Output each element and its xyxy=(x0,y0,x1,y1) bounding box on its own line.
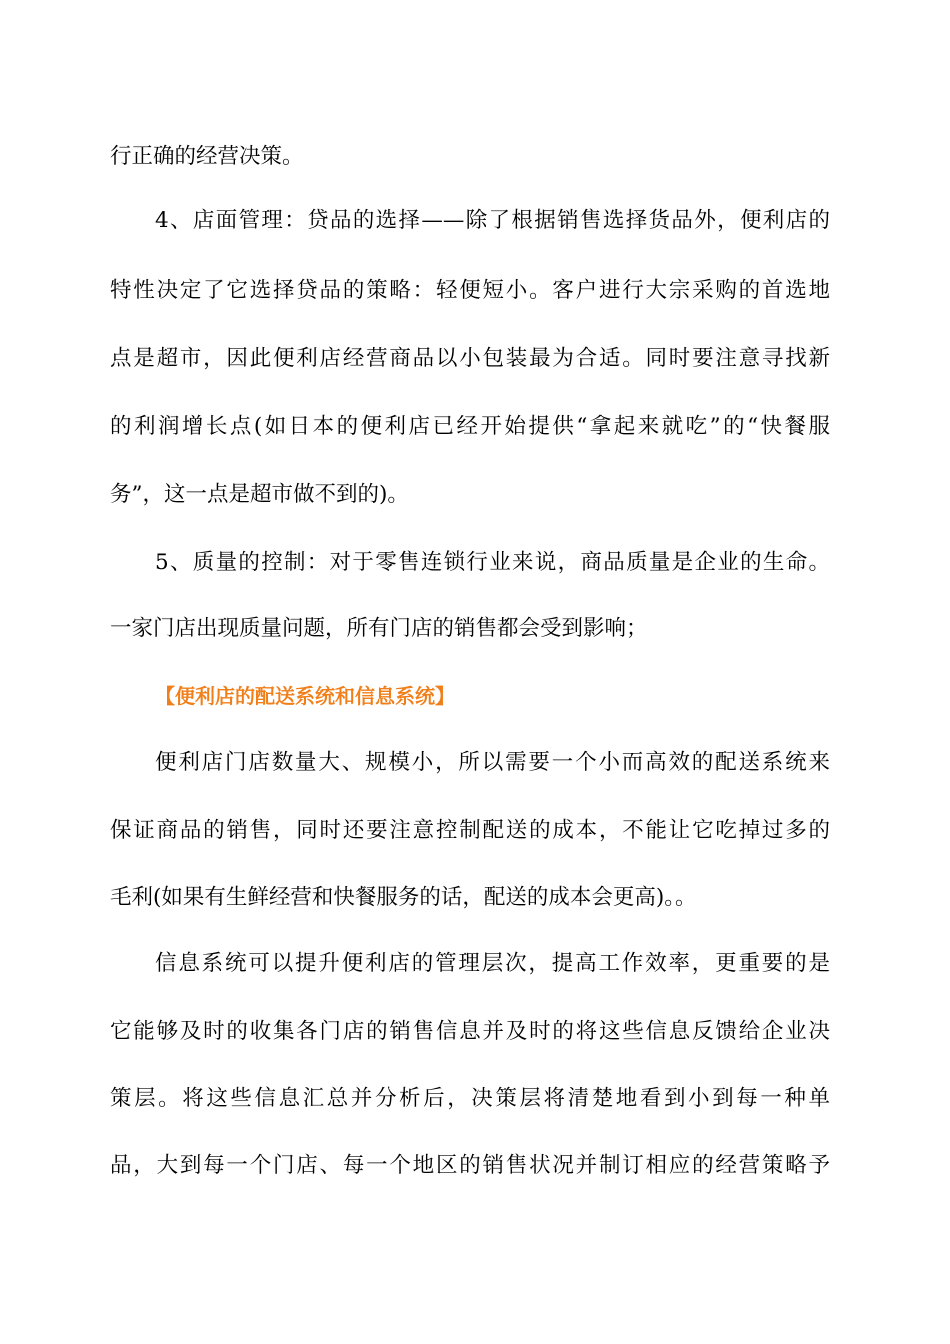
paragraph-line: 的利润增长点(如日本的便利店已经开始提供“拿起来就吃”的“快餐服 xyxy=(110,414,830,439)
paragraph-line: 务”，这一点是超市做不到的)。 xyxy=(110,482,409,507)
paragraph-line: 4、店面管理：贷品的选择——除了根据销售选择货品外，便利店的 xyxy=(155,208,830,233)
paragraph-line: 品，大到每一个门店、每一个地区的销售状况并制订相应的经营策略予 xyxy=(110,1153,830,1178)
paragraph-line: 一家门店出现质量问题，所有门店的销售都会受到影响； xyxy=(110,616,648,641)
section-heading: 【便利店的配送系统和信息系统】 xyxy=(155,684,455,708)
paragraph-line: 5、质量的控制：对于零售连锁行业来说，商品质量是企业的生命。 xyxy=(155,550,830,575)
paragraph-line: 信息系统可以提升便利店的管理层次，提高工作效率，更重要的是 xyxy=(155,951,830,976)
paragraph-line: 它能够及时的收集各门店的销售信息并及时的将这些信息反馈给企业决 xyxy=(110,1019,830,1044)
paragraph-line: 策层。将这些信息汇总并分析后，决策层将清楚地看到小到每一种单 xyxy=(110,1086,830,1111)
paragraph-line: 保证商品的销售，同时还要注意控制配送的成本，不能让它吃掉过多的 xyxy=(110,818,830,843)
paragraph-line: 毛利(如果有生鲜经营和快餐服务的话，配送的成本会更高)。。 xyxy=(110,885,697,910)
paragraph-line: 行正确的经营决策。 xyxy=(110,144,304,169)
paragraph-line: 点是超市，因此便利店经营商品以小包装最为合适。同时要注意寻找新 xyxy=(110,346,830,371)
paragraph-line: 便利店门店数量大、规模小，所以需要一个小而高效的配送系统来 xyxy=(155,750,830,775)
paragraph-line: 特性决定了它选择贷品的策略：轻便短小。客户进行大宗采购的首选地 xyxy=(110,278,830,303)
